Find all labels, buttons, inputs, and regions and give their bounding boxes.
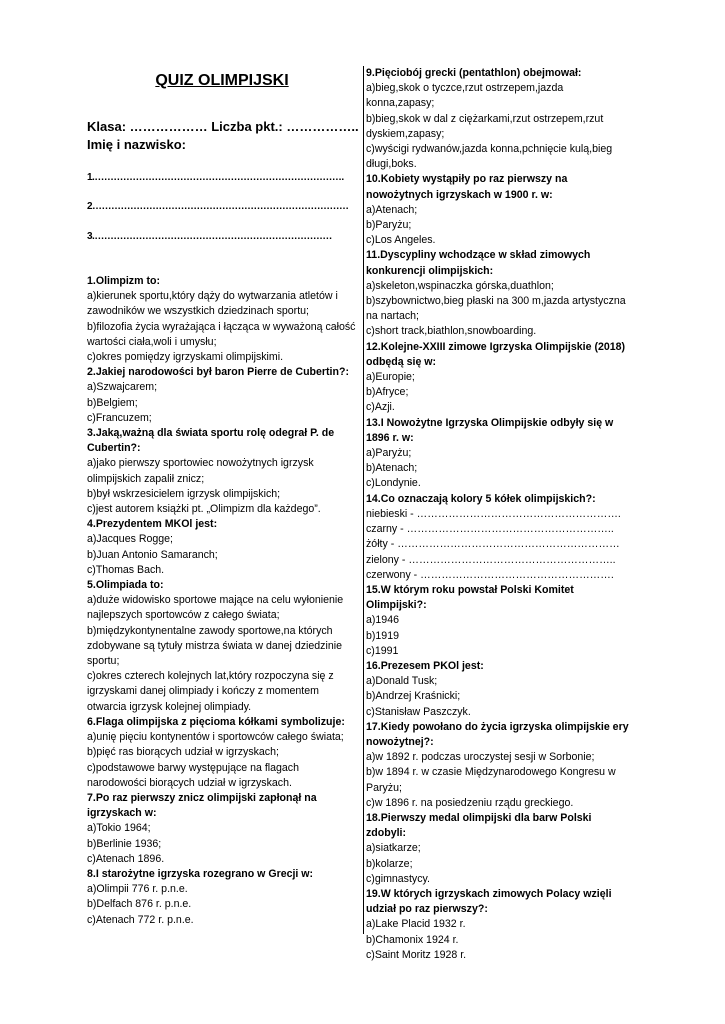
answer-option: c)Los Angeles. [366, 234, 436, 247]
question-text: 13.I Nowożytne Igrzyska Olimpijskie odbyły się w 1896 r. w: [366, 416, 614, 444]
question-text: 8.I starożytne igrzyska rozegrano w Grecji w: [87, 867, 314, 880]
question-text: 6.Flaga olimpijska z pięcioma kółkami symbolizuje: [87, 715, 345, 728]
question-text: 4.Prezydentem MKOl jest: [87, 518, 218, 531]
question-text: 2.Jakiej narodowości był baron Pierre de Cubertin?: [87, 366, 349, 379]
answer-option: b)Chamonix 1924 r. [366, 933, 459, 946]
answer-option: b)pięć ras biorących udział w igrzyskach; [87, 746, 279, 759]
column-divider [363, 66, 364, 934]
answer-line-1: 1.……………………………………………………………………. [87, 172, 344, 183]
answer-option: a)duże widowisko sportowe mające na celu wyłonienie najlepszych sportowców z całego świata; [87, 594, 344, 622]
answer-option: c)podstawowe barwy występujące na flagach narodowości biorących udział w igrzyskach. [87, 761, 299, 789]
answer-option: c)gimnastycy. [366, 872, 430, 885]
answer-option: a)siatkarze; [366, 842, 421, 855]
answer-option: b)filozofia życia wyrażająca i łącząca w wyważoną całość wartości ciała,woli i umysłu; [87, 320, 356, 348]
answer-option: a)Szwajcarem; [87, 381, 158, 394]
answer-option: c)Francuzem; [87, 411, 152, 424]
question-text: 15.W którym roku powstał Polski Komitet Olimpijski?: [366, 583, 574, 612]
question-block [366, 492, 634, 583]
question-block [366, 340, 634, 416]
answer-option: c)wyścigi rydwanów,jazda konna,pchnięcie kulą,bieg długi,boks. [366, 143, 613, 171]
question-text: 12.Kolejne-XXIII zimowe Igrzyska Olimpijskie (2018) odbędą się w: [366, 340, 626, 368]
answer-option: b)Andrzej Kraśnicki; [366, 690, 461, 703]
question-text: 1.Olimpizm to: [87, 275, 160, 287]
question-text: 14.Co oznaczają kolory 5 kółek olimpijskich?: [366, 492, 596, 505]
question-block [87, 578, 357, 715]
answer-option: a)Atenach; [366, 203, 418, 216]
answer-option: b)bieg,skok w dal z ciężarkami,rzut ostrzepem,rzut dyskiem,zapasy; [366, 112, 604, 140]
question-block [366, 720, 634, 811]
answer-option: b)1919 [366, 629, 399, 642]
answer-option: c)okres czterech kolejnych lat,który rozpoczyna się z igrzyskami danej olimpiady i kończy z momentem otwarcia igrzysk kolejnej olimpiady. [87, 670, 334, 713]
right-question-column [366, 66, 634, 963]
answer-option: b)kolarze; [366, 857, 413, 870]
question-block [87, 791, 357, 867]
answer-option: c)Atenach 1896. [87, 852, 165, 865]
question-text: 19.W których igrzyskach zimowych Polacy wzięli udział po raz pierwszy?: [366, 887, 612, 916]
name-label: Imię i nazwisko: [87, 137, 186, 152]
answer-option: b)Delfach 876 r. p.n.e. [87, 898, 192, 911]
answer-option: c)okres pomiędzy igrzyskami olimpijskimi. [87, 351, 284, 364]
answer-option: c)w 1896 r. na posiedzeniu rządu greckiego. [366, 796, 574, 809]
answer-option: a)kierunek sportu,który dąży do wytwarzania atletów i zawodników we wszystkich dziedzinach sportu; [87, 290, 338, 318]
answer-option: czarny - ………………………………………………….. [366, 523, 614, 536]
answer-option: a)Lake Placid 1932 r. [366, 918, 466, 931]
question-block [87, 365, 357, 426]
question-block [366, 583, 634, 659]
answer-option: a)Olimpii 776 r. p.n.e. [87, 883, 188, 896]
answer-option: c)Thomas Bach. [87, 563, 165, 576]
question-block [366, 659, 634, 720]
question-text: 11.Dyscypliny wchodzące w skład zimowych konkurencji olimpijskich: [366, 249, 591, 277]
question-text: 16.Prezesem PKOl jest: [366, 659, 484, 672]
question-text: 5.Olimpiada to: [87, 579, 164, 592]
answer-option: żółty - ……………………………………………………… [366, 538, 620, 551]
question-block [366, 416, 634, 492]
answer-option: c)Atenach 772 r. p.n.e. [87, 913, 194, 926]
question-text: 7.Po raz pierwszy znicz olimpijski zapłonął na igrzyskach w: [87, 791, 317, 820]
answer-line-2: 2……………………………………………………………………… [87, 201, 349, 212]
question-text: 17.Kiedy powołano do życia igrzyska olimpijskie ery nowożytnej?: [366, 720, 629, 748]
answer-option: c)Saint Moritz 1928 r. [366, 948, 467, 961]
answer-option: b)Belgiem; [87, 396, 138, 409]
question-block [366, 248, 634, 339]
answer-option: c)1991 [366, 644, 399, 657]
question-text: 18.Pierwszy medal olimpijski dla barw Polski zdobyli: [366, 811, 592, 840]
answer-option: a)Donald Tusk; [366, 675, 438, 688]
answer-option: czerwony - ………………………………………………. [366, 568, 614, 581]
question-block [87, 517, 357, 578]
question-block [87, 867, 357, 928]
answer-option: c)Azji. [366, 401, 395, 414]
answer-option: a)skeleton,wspinaczka górska,duathlon; [366, 279, 554, 292]
answer-option: a)jako pierwszy sportowiec nowożytnych igrzysk olimpijskich zapalił znicz; [87, 457, 314, 485]
question-text: 9.Pięciobój grecki (pentathlon) obejmował: [366, 67, 582, 79]
question-text: 10.Kobiety wystąpiły po raz pierwszy na nowożytnych igrzyskach w 1900 r. w: [366, 173, 568, 201]
answer-option: c)short track,biathlon,snowboarding. [366, 325, 537, 338]
answer-option: b)Juan Antonio Samaranch; [87, 548, 218, 561]
answer-option: b)Berlinie 1936; [87, 837, 162, 850]
answer-option: b)szybownictwo,bieg płaski na 300 m,jazda artystyczna na nartach; [366, 295, 626, 323]
question-block [366, 172, 634, 248]
question-block [87, 715, 357, 791]
page-title: QUIZ OLIMPIJSKI [155, 72, 289, 89]
left-question-column [87, 274, 357, 928]
question-block [366, 887, 634, 963]
question-block [366, 811, 634, 887]
answer-option: c)Londynie. [366, 477, 421, 490]
answer-option: a)1946 [366, 614, 399, 627]
answer-option: a)Paryżu; [366, 447, 412, 460]
class-points-line: Klasa: ……………… Liczba pkt.: …………….. [87, 119, 359, 134]
answer-option: b)Afryce; [366, 386, 409, 399]
answer-option: b)Atenach; [366, 462, 418, 475]
answer-option: niebieski - …………………………………………………. [366, 507, 621, 520]
answer-option: a)bieg,skok o tyczce,rzut ostrzepem,jazda konna,zapasy; [366, 82, 564, 110]
question-text: 3.Jaką,ważną dla świata sportu rolę odegrał P. de Cubertin?: [87, 427, 335, 455]
question-block [87, 426, 357, 517]
answer-option: b)w 1894 r. w czasie Międzynarodowego Kongresu w Paryżu; [366, 766, 616, 794]
answer-option: b)międzykontynentalne zawody sportowe,na których zdobywane są tytuły mistrza świata w danej dziedzinie sportu; [87, 624, 342, 668]
answer-option: c)jest autorem książki pt. „Olimpizm dla każdego”. [87, 503, 321, 516]
answer-option: a)Jacques Rogge; [87, 533, 173, 546]
question-block [366, 66, 634, 172]
answer-option: c)Stanisław Paszczyk. [366, 705, 471, 718]
answer-option: a)Europie; [366, 371, 415, 384]
answer-option: b)był wskrzesicielem igrzysk olimpijskich; [87, 487, 281, 500]
question-block [87, 274, 357, 365]
answer-line-3: 3.………………………………………………………………… [87, 231, 332, 242]
answer-option: a)w 1892 r. podczas uroczystej sesji w Sorbonie; [366, 751, 595, 764]
answer-option: a)Tokio 1964; [87, 822, 151, 835]
answer-option: zielony - ………………………………………………….. [366, 553, 616, 566]
answer-option: a)unię pięciu kontynentów i sportowców całego świata; [87, 731, 344, 744]
answer-option: b)Paryżu; [366, 219, 412, 232]
